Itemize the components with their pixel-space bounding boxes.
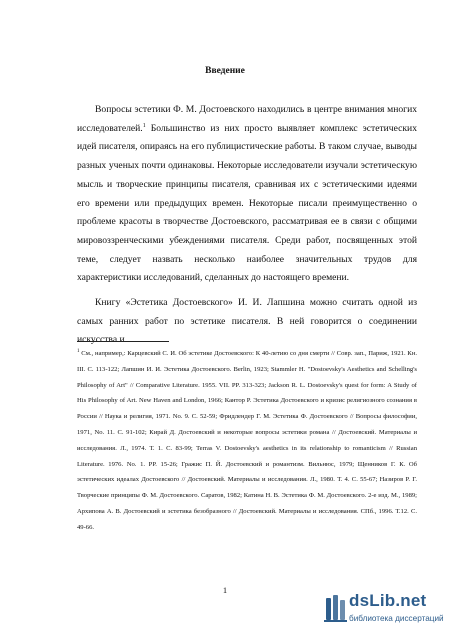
watermark-tagline: библиотека диссертаций [349, 614, 444, 623]
paragraph [77, 101, 417, 288]
footnote-reference: 1 [142, 122, 146, 129]
main-text [77, 101, 417, 350]
watermark [322, 587, 450, 636]
footnote [77, 346, 417, 536]
book-stack-icon [324, 594, 348, 624]
paragraph-text: Вопросы эстетики Ф. М. Достоевского находились в центре внимания многих исследователей. [77, 104, 417, 134]
footnote-mark: 1 [77, 348, 80, 354]
paragraph-text: Книгу «Эстетика Достоевского» И. И. Лапшина можно считать одной из самых ранних работ по эстетике писателя. В ней говорится о соединении искусства и [77, 297, 417, 346]
footnote-text: См., например,: Карцевский С. И. Об эстетике Достоевского: К 40-летию со дня смерти // Совр. зап., Париж, 1921. Кн. III. С. 113-122; Лапшин И. И. Эстетика Достоевского. Berlin, 1923; Stammler H. "Dostoevsky's Aesthetics and Schelling's Philosophy of Art" // Comparative Literature. 1955. VII. PP. 313-323; Jackson R. L. Dostoevsky's quest for form: A Study of His Philosophy of Art. New Haven and London, 1966; Кантор Р. Эстетика Достоевского и кризис религиозного сознания в России // Наука и религия, 1971. No. 9. C. 52-59; Фридлендер Г. М. Эстетика Ф. Достоевского // Вопросы философии, 1971, No. 11. C. 91-102; Кирай Д. Достоевский и некоторые вопросы эстетики романа // Достоевский. Материалы и исследования. Л., 1974. Т. 1. С. 83-99; Terras V. Dostoevsky's aesthetics in its relationship to romanticism // Russian Literature. 1976. No. 1. PP. 15-26; Гражис П. Й. Достоевский и романтизм. Вильнюс, 1979; Щенников Г. К. Об эстетических идеалах Достоевского // Достоевский. Материалы и исследования. Л., 1980. Т. 4. С. 55-67; Назиров Р. Г. Творческие принципы Ф. М. Достоевского. Саратов, 1982; Катина Н. В. Эстетика Ф. М. Достоевского. 2-е изд. М., 1989; Архипова А. В. Достоевский и эстетика безобразного // Достоевский. Материалы и исследования. СПб., 1996. Т.12. С. 49-66. [77, 350, 417, 531]
paragraph-text-continued: Большинство из них просто выявляет комплекс эстетических идей писателя, опираясь на его публицистические работы. В таком случае, выводы разных ученых почти одинаковы. Некоторые исследователи изучали эстетическую мысль и творческие принципы писателя, сравнивая их с эстетическими идеями его времени или предыдущих времен. Некоторые писали преимущественно о проблеме красоты в творчестве Достоевского, рассматривая ее в связи с общими мировоззренческими убеждениями писателя. Среди работ, посвященных этой теме, следует назвать несколько наиболее значительных трудов для характеристики исследований, сделанных до настоящего времени. [77, 122, 417, 284]
watermark-logo: dsLib.net [349, 591, 427, 610]
page-title: Введение [205, 66, 245, 76]
page-number: 1 [222, 585, 228, 595]
footnote-divider [77, 341, 169, 342]
